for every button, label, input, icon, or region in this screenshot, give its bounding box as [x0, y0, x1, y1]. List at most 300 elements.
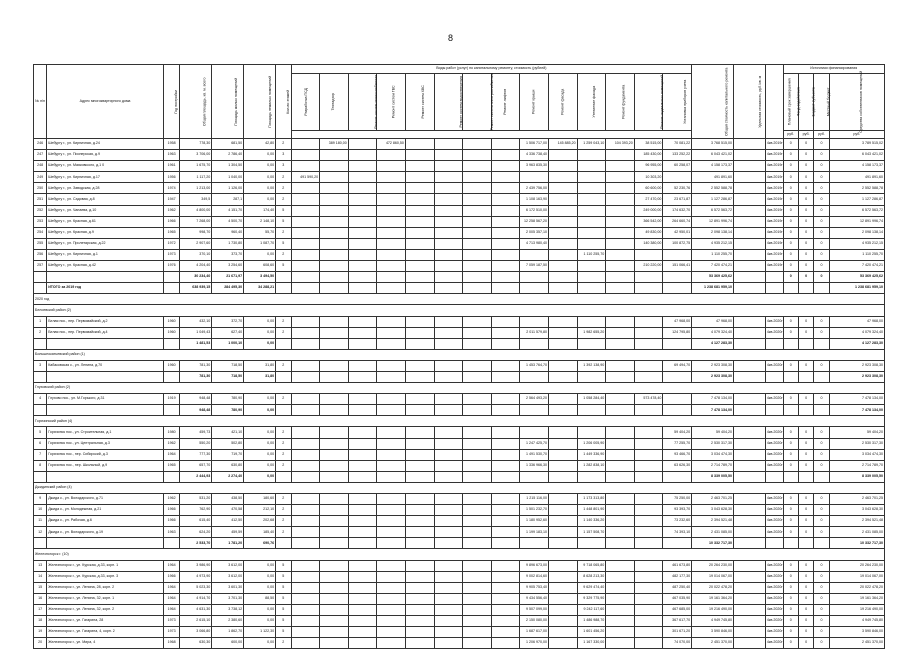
- total-empty: [320, 405, 349, 416]
- row-deadline: 4кв.2020г: [765, 438, 783, 449]
- row-work-14: 301 671,20: [663, 627, 692, 638]
- row-funding-2: 0: [798, 449, 813, 460]
- row-work-5: [405, 604, 434, 615]
- row-floors: 5: [276, 571, 291, 582]
- row-work-1: [291, 627, 320, 638]
- row-work-9: 6 172 510,00: [520, 205, 549, 216]
- table-row: [34, 438, 885, 449]
- row-address: Железногорск г., ул. Курская, д.33, корп. 1: [47, 560, 164, 571]
- total-funding-3: [814, 338, 829, 349]
- row-work-3: [348, 139, 377, 150]
- row-funding-1: 0: [783, 227, 798, 238]
- row-specific-cost: [733, 316, 765, 327]
- row-work-11: [577, 172, 606, 183]
- row-work-6: [434, 360, 463, 371]
- row-total-area: 777,30: [180, 449, 212, 460]
- row-number: 17: [34, 604, 47, 615]
- row-number: 18: [34, 616, 47, 627]
- row-work-12: [606, 571, 635, 582]
- total-nonliving-area: 0,00: [244, 338, 276, 349]
- row-number: 14: [34, 571, 47, 582]
- row-address: Железногорск г., ул. Ленина, 28, корп. 2: [47, 582, 164, 593]
- total-empty: [276, 471, 291, 482]
- total-spacer: [34, 283, 47, 294]
- total-area: 2 444,93: [180, 471, 212, 482]
- row-work-4: [377, 261, 406, 272]
- row-work-11: 1 140 336,20: [577, 516, 606, 527]
- total-empty: [276, 538, 291, 549]
- row-specific-cost: [733, 194, 765, 205]
- total-living-area: 1 781,20: [212, 538, 244, 549]
- row-work-2: [320, 627, 349, 638]
- row-work-5: [405, 438, 434, 449]
- row-funding-1: 0: [783, 505, 798, 516]
- row-funding-3: 0: [814, 161, 829, 172]
- row-year: 1960: [163, 316, 180, 327]
- row-year: 1966: [163, 571, 180, 582]
- row-living-area: 1 040,00: [212, 172, 244, 183]
- row-work-12: 104 393,20: [606, 139, 635, 150]
- total-empty: [548, 371, 577, 382]
- row-work-5: [405, 360, 434, 371]
- total-spacer: [163, 272, 180, 283]
- row-work-3: [348, 216, 377, 227]
- row-work-7: [463, 460, 492, 471]
- row-work-6: [434, 249, 463, 260]
- row-funding-1: 0: [783, 616, 798, 627]
- header-work-2: Технадзор: [320, 74, 349, 131]
- row-deadline: 4кв.2019г: [765, 183, 783, 194]
- row-work-6: [434, 571, 463, 582]
- row-work-11: [577, 150, 606, 161]
- header-work-6: Ремонт систем водоотведения: [434, 74, 463, 131]
- row-work-6: [434, 638, 463, 649]
- total-empty: [348, 283, 377, 294]
- row-funding-3: 0: [814, 316, 829, 327]
- row-nonliving-area: 212,10: [244, 505, 276, 516]
- table-row: [34, 238, 885, 249]
- total-empty: [434, 283, 463, 294]
- row-work-6: [434, 172, 463, 183]
- row-owners-funds: 12 891 996,74: [829, 216, 884, 227]
- header-funding-2: Бюджет субъекта: [798, 74, 813, 131]
- row-funding-2: 0: [798, 316, 813, 327]
- row-year: 1964: [163, 593, 180, 604]
- table-row: [34, 449, 885, 460]
- row-living-area: 4 151,70: [212, 205, 244, 216]
- table-row: [34, 161, 885, 172]
- total-funding-1: [783, 371, 798, 382]
- row-work-9: 1 215 116,00: [520, 494, 549, 505]
- row-work-10: [548, 505, 577, 516]
- row-deadline: 4кв.2020г: [765, 327, 783, 338]
- row-work-4: [377, 460, 406, 471]
- row-work-9: 9 434 556,40: [520, 593, 549, 604]
- row-address: Железногорск г., ул. Гагарина, 4, корп. 2: [47, 627, 164, 638]
- row-owners-funds: 1 110 255,70: [829, 249, 884, 260]
- total-funding-1: [783, 283, 798, 294]
- row-funding-2: 0: [798, 205, 813, 216]
- total-empty: [520, 272, 549, 283]
- row-work-2: [320, 571, 349, 582]
- row-address: Кабаковская с., ул. Ленина, д.70: [47, 360, 164, 371]
- row-work-9: 2 564 493,20: [520, 394, 549, 405]
- row-work-4: [377, 394, 406, 405]
- row-work-8: [491, 449, 520, 460]
- row-work-14: 75 250,00: [663, 494, 692, 505]
- row-work-11: [577, 316, 606, 327]
- row-number: 10: [34, 505, 47, 516]
- row-year: 1966: [163, 516, 180, 527]
- page-number: 8: [448, 33, 454, 43]
- total-empty: [320, 371, 349, 382]
- row-number: 20: [34, 638, 47, 649]
- row-work-5: [405, 316, 434, 327]
- row-work-9: 1 180 952,60: [520, 516, 549, 527]
- row-work-8: [491, 161, 520, 172]
- row-work-10: [548, 449, 577, 460]
- total-empty: [276, 405, 291, 416]
- total-empty: [405, 283, 434, 294]
- row-work-6: [434, 460, 463, 471]
- row-work-5: [405, 616, 434, 627]
- row-work-9: 2 005 357,10: [520, 227, 549, 238]
- row-specific-cost: [733, 427, 765, 438]
- row-work-12: [606, 249, 635, 260]
- row-funding-1: 0: [783, 638, 798, 649]
- row-owners-funds: 4 158 173,37: [829, 161, 884, 172]
- row-work-2: [320, 216, 349, 227]
- total-funding-1: [783, 338, 798, 349]
- row-floors: 5: [276, 205, 291, 216]
- row-work-14: 47 968,00: [663, 316, 692, 327]
- row-work-6: [434, 161, 463, 172]
- row-work-7: [463, 327, 492, 338]
- total-empty: [520, 405, 549, 416]
- row-work-10: [548, 460, 577, 471]
- row-funding-1: 0: [783, 194, 798, 205]
- total-funding-3: [814, 471, 829, 482]
- row-work-12: [606, 216, 635, 227]
- row-living-area: 412,50: [212, 516, 244, 527]
- total-empty: [463, 405, 492, 416]
- row-nonliving-area: 608,60: [244, 261, 276, 272]
- header-total-cost: Общая стоимость капитального ремонта: [692, 65, 734, 139]
- row-work-10: [548, 616, 577, 627]
- table-row: [34, 139, 885, 150]
- total-empty: [520, 283, 549, 294]
- total-owners-funds: 53 369 425,62: [829, 272, 884, 283]
- row-nonliving-area: 0,00: [244, 150, 276, 161]
- total-empty: [463, 272, 492, 283]
- row-nonliving-area: 0,00: [244, 394, 276, 405]
- row-work-10: [548, 638, 577, 649]
- row-work-6: [434, 627, 463, 638]
- row-address: Шебургу г., ул. Заводская, д.28: [47, 183, 164, 194]
- row-work-4: [377, 449, 406, 460]
- row-work-13: [634, 571, 663, 582]
- row-specific-cost: [733, 227, 765, 238]
- row-funding-1: 0: [783, 438, 798, 449]
- year-heading-row: [34, 294, 885, 305]
- total-empty: [634, 405, 663, 416]
- row-work-2: [320, 616, 349, 627]
- row-funding-2: 0: [798, 427, 813, 438]
- row-total-cost: 19 014 067,00: [692, 571, 734, 582]
- row-year: 1962: [163, 438, 180, 449]
- row-work-7: [463, 249, 492, 260]
- row-work-4: [377, 427, 406, 438]
- row-total-cost: 4 158 173,37: [692, 161, 734, 172]
- row-work-12: [606, 261, 635, 272]
- row-work-11: 1 173 313,80: [577, 494, 606, 505]
- row-work-2: [320, 227, 349, 238]
- row-work-3: [348, 516, 377, 527]
- row-work-1: [291, 261, 320, 272]
- row-work-12: [606, 582, 635, 593]
- row-work-9: 2 150 080,00: [520, 616, 549, 627]
- table-row: [34, 150, 885, 161]
- row-work-13: 60 600,00: [634, 183, 663, 194]
- row-work-11: [577, 427, 606, 438]
- row-work-5: [405, 172, 434, 183]
- row-floors: 2: [276, 394, 291, 405]
- row-floors: 3: [276, 161, 291, 172]
- row-work-2: [320, 194, 349, 205]
- table-row: [34, 593, 885, 604]
- row-work-5: [405, 139, 434, 150]
- row-work-11: [577, 261, 606, 272]
- row-work-11: 9 718 065,80: [577, 560, 606, 571]
- row-work-8: [491, 460, 520, 471]
- row-total-area: 531,20: [180, 494, 212, 505]
- row-work-11: 1 167 330,00: [577, 638, 606, 649]
- row-work-6: [434, 238, 463, 249]
- row-year: 1961: [163, 161, 180, 172]
- row-nonliving-area: 42,80: [244, 139, 276, 150]
- row-work-11: 1 259 043,10: [577, 139, 606, 150]
- total-empty: [765, 538, 783, 549]
- row-living-area: 780,90: [212, 394, 244, 405]
- row-work-13: 210 220,00: [634, 261, 663, 272]
- row-floors: 2: [276, 427, 291, 438]
- row-work-4: [377, 494, 406, 505]
- row-address: Железногорск г., ул. Мира, 4: [47, 638, 164, 649]
- row-work-2: [320, 560, 349, 571]
- row-specific-cost: [733, 261, 765, 272]
- row-nonliving-area: 1 122,30: [244, 627, 276, 638]
- row-work-7: [463, 139, 492, 150]
- row-year: 1947: [163, 194, 180, 205]
- total-empty: [733, 405, 765, 416]
- row-deadline: 4кв.2020г: [765, 494, 783, 505]
- header-work-13: Ремонт подвальных помещений: [634, 74, 663, 131]
- total-empty: [634, 538, 663, 549]
- row-total-area: 432,10: [180, 316, 212, 327]
- row-funding-1: 0: [783, 150, 798, 161]
- row-work-10: [548, 238, 577, 249]
- row-work-10: [548, 327, 577, 338]
- total-empty: [276, 272, 291, 283]
- row-work-12: [606, 516, 635, 527]
- row-deadline: 4кв.2020г: [765, 449, 783, 460]
- row-floors: 5: [276, 627, 291, 638]
- total-label: [47, 338, 164, 349]
- row-total-cost: 2 923 308,30: [692, 360, 734, 371]
- row-total-cost: 2 463 701,25: [692, 494, 734, 505]
- row-specific-cost: [733, 216, 765, 227]
- row-work-3: [348, 527, 377, 538]
- row-work-14: [663, 172, 692, 183]
- row-work-8: [491, 394, 520, 405]
- row-work-14: 461 673,80: [663, 560, 692, 571]
- row-work-5: [405, 449, 434, 460]
- row-work-1: [291, 238, 320, 249]
- row-specific-cost: [733, 327, 765, 338]
- total-empty: [377, 338, 406, 349]
- row-work-14: 74 393,10: [663, 527, 692, 538]
- row-number: 3: [34, 360, 47, 371]
- total-funding-3: 0: [814, 272, 829, 283]
- row-living-area: 459,59: [212, 527, 244, 538]
- total-empty: [520, 471, 549, 482]
- row-deadline: 4кв.2020г: [765, 527, 783, 538]
- row-total-cost: 19 216 490,00: [692, 604, 734, 615]
- row-floors: 5: [276, 604, 291, 615]
- row-work-6: [434, 205, 463, 216]
- row-owners-funds: 3 034 474,30: [829, 449, 884, 460]
- row-work-11: 1 392 138,90: [577, 360, 606, 371]
- row-funding-1: 0: [783, 427, 798, 438]
- row-specific-cost: [733, 616, 765, 627]
- row-funding-1: 0: [783, 316, 798, 327]
- total-owners-funds: 2 923 308,30: [829, 371, 884, 382]
- row-address: Горячинск пос., пер. Сибирский, д.3: [47, 449, 164, 460]
- row-nonliving-area: 0,00: [244, 604, 276, 615]
- header-nonliving-area: Площадь нежилых помещений: [244, 65, 276, 139]
- row-work-10: [548, 560, 577, 571]
- total-spacer: [163, 538, 180, 549]
- row-work-10: [548, 527, 577, 538]
- row-nonliving-area: 0,00: [244, 638, 276, 649]
- district-subtotal-row: [34, 405, 885, 416]
- total-empty: [663, 471, 692, 482]
- row-floors: 2: [276, 139, 291, 150]
- row-floors: 2: [276, 527, 291, 538]
- row-living-area: 2 786,40: [212, 150, 244, 161]
- row-number: 7: [34, 449, 47, 460]
- row-funding-2: 0: [798, 604, 813, 615]
- total-empty: [606, 338, 635, 349]
- row-work-4: [377, 216, 406, 227]
- row-work-6: [434, 527, 463, 538]
- row-specific-cost: [733, 604, 765, 615]
- row-funding-3: 0: [814, 571, 829, 582]
- row-address: Шебургу г., ул. Красная, д.42: [47, 261, 164, 272]
- row-work-3: [348, 627, 377, 638]
- row-work-1: [291, 139, 320, 150]
- row-floors: 2: [276, 172, 291, 183]
- row-total-area: 948,48: [180, 394, 212, 405]
- row-funding-3: 0: [814, 560, 829, 571]
- row-year: 1962: [163, 205, 180, 216]
- row-work-13: 10 303,20: [634, 172, 663, 183]
- header-work-8: Ремонт лифтов: [491, 74, 520, 131]
- total-empty: [276, 371, 291, 382]
- row-deadline: 4кв.2019г: [765, 238, 783, 249]
- table-row: [34, 571, 885, 582]
- row-work-3: [348, 316, 377, 327]
- row-work-12: [606, 205, 635, 216]
- row-specific-cost: [733, 238, 765, 249]
- row-work-2: [320, 449, 349, 460]
- row-year: 1964: [163, 604, 180, 615]
- row-total-area: 624,20: [180, 527, 212, 538]
- row-work-8: [491, 604, 520, 615]
- district-heading-row: [34, 416, 885, 427]
- row-work-2: [320, 494, 349, 505]
- row-owners-funds: 2 098 138,14: [829, 227, 884, 238]
- row-work-7: [463, 238, 492, 249]
- header-specific-cost: Удельная стоимость, руб./кв. м: [733, 65, 765, 139]
- total-empty: [463, 283, 492, 294]
- row-work-5: [405, 460, 434, 471]
- row-nonliving-area: 202,68: [244, 516, 276, 527]
- row-number: 254: [34, 227, 47, 238]
- total-empty: [291, 371, 320, 382]
- row-work-3: [348, 427, 377, 438]
- row-work-5: [405, 327, 434, 338]
- row-work-2: [320, 516, 349, 527]
- row-total-area: 459,73: [180, 427, 212, 438]
- row-work-13: [634, 438, 663, 449]
- header-total-area: Общая площадь, кв. м. всего: [180, 65, 212, 139]
- total-funding-3: [814, 283, 829, 294]
- row-work-10: 145 885,20: [548, 139, 577, 150]
- row-work-8: [491, 638, 520, 649]
- row-work-13: [634, 427, 663, 438]
- total-empty: [491, 538, 520, 549]
- row-work-6: [434, 427, 463, 438]
- row-work-9: 9 896 673,00: [520, 560, 549, 571]
- row-work-8: [491, 172, 520, 183]
- row-work-14: 70 081,22: [663, 139, 692, 150]
- row-funding-3: 0: [814, 249, 829, 260]
- row-total-area: 3 066,80: [180, 627, 212, 638]
- row-owners-funds: 2 714 789,70: [829, 460, 884, 471]
- row-deadline: 4кв.2020г: [765, 394, 783, 405]
- row-living-area: 630,80: [212, 460, 244, 471]
- row-work-1: [291, 582, 320, 593]
- row-work-2: [320, 360, 349, 371]
- row-work-9: 1 336 966,30: [520, 460, 549, 471]
- total-empty: [491, 272, 520, 283]
- row-work-12: [606, 638, 635, 649]
- row-work-7: [463, 150, 492, 161]
- row-work-1: [291, 527, 320, 538]
- row-specific-cost: [733, 494, 765, 505]
- row-work-7: [463, 205, 492, 216]
- total-owners-funds: 7 478 134,00: [829, 405, 884, 416]
- row-work-8: [491, 516, 520, 527]
- row-work-1: [291, 427, 320, 438]
- row-floors: 2: [276, 316, 291, 327]
- row-floors: 2: [276, 638, 291, 649]
- total-empty: [606, 272, 635, 283]
- row-total-cost: 6 572 563,72: [692, 205, 734, 216]
- total-empty: [405, 272, 434, 283]
- row-work-1: [291, 183, 320, 194]
